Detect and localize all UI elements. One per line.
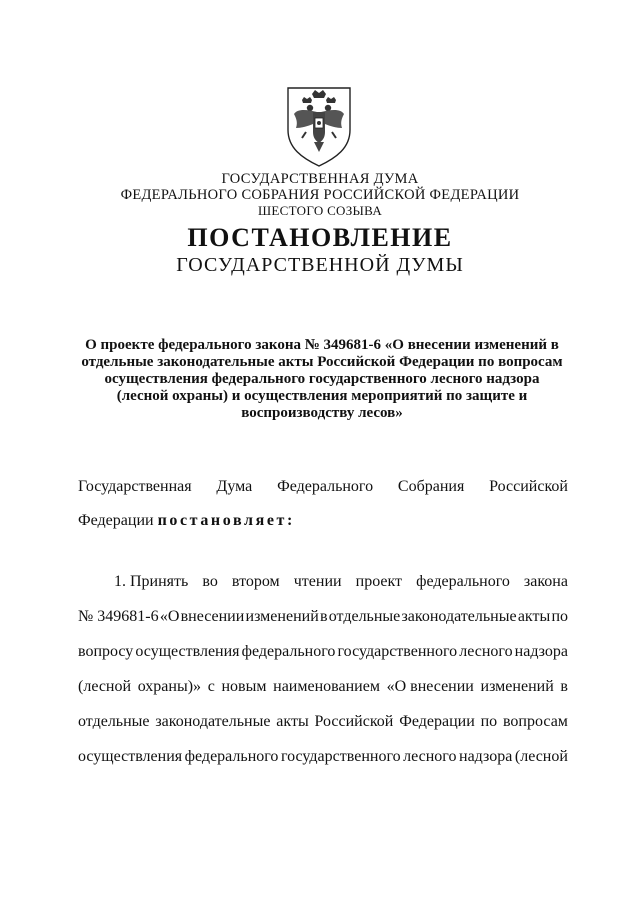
word: государственного bbox=[337, 643, 458, 660]
word: акты bbox=[517, 608, 551, 625]
org-name-line-2: ФЕДЕРАЛЬНОГО СОБРАНИЯ РОССИЙСКОЙ ФЕДЕРАЦИИ bbox=[120, 187, 520, 203]
word: лесного bbox=[403, 748, 457, 765]
clause-1-line-1 bbox=[114, 573, 568, 591]
word: отдельные bbox=[328, 608, 401, 625]
word: Российской bbox=[489, 478, 568, 495]
word: (лесной bbox=[514, 748, 568, 765]
subject-line: О проекте федерального закона № 349681-6 «О внесении изменений в bbox=[85, 337, 559, 353]
preamble-line-2 bbox=[78, 512, 295, 530]
word: по bbox=[480, 713, 498, 730]
word: № 349681-6 bbox=[78, 608, 159, 625]
word: новым bbox=[221, 678, 267, 695]
word: Российской bbox=[314, 713, 394, 730]
word: законодательные bbox=[155, 713, 271, 730]
document-type-title: ПОСТАНОВЛЕНИЕ bbox=[187, 223, 453, 252]
clause-1-line-5 bbox=[78, 713, 568, 731]
word: государственного bbox=[280, 748, 401, 765]
subject-line: воспроизводству лесов» bbox=[241, 405, 403, 421]
word: изменений bbox=[245, 608, 319, 625]
clause-1-line-2 bbox=[78, 608, 568, 626]
word: охраны)» bbox=[137, 678, 202, 695]
word: вопросу bbox=[78, 643, 134, 660]
word: «О bbox=[159, 608, 180, 625]
word: Собрания bbox=[397, 478, 465, 495]
word: федерального bbox=[241, 643, 336, 660]
word: втором bbox=[231, 573, 280, 590]
word: (лесной bbox=[78, 678, 132, 695]
clause-1-line-4 bbox=[78, 678, 568, 696]
word: чтении bbox=[293, 573, 342, 590]
word: в bbox=[560, 678, 568, 695]
word: Федерации bbox=[399, 713, 475, 730]
word: по bbox=[551, 608, 568, 625]
word: изменений bbox=[480, 678, 554, 695]
word: Федерального bbox=[277, 478, 374, 495]
word: осуществления bbox=[135, 643, 240, 660]
word: 1. Принять bbox=[114, 573, 189, 590]
word: «О внесении bbox=[386, 678, 474, 695]
russian-coat-of-arms-emblem-icon bbox=[282, 84, 356, 168]
preamble-line-1 bbox=[78, 478, 568, 496]
decision-verb: постановляет: bbox=[157, 512, 295, 529]
subject-line: осуществления федерального государственного лесного надзора bbox=[104, 371, 540, 387]
word: наименованием bbox=[273, 678, 380, 695]
document-issuer: ГОСУДАРСТВЕННОЙ ДУМЫ bbox=[176, 254, 464, 276]
word: во bbox=[202, 573, 218, 590]
word: внесении bbox=[180, 608, 245, 625]
word: надзора bbox=[514, 643, 568, 660]
word: осуществления bbox=[78, 748, 183, 765]
subject-line: отдельные законодательные акты Российской Федерации по вопросам bbox=[81, 354, 563, 370]
document-subject bbox=[72, 337, 572, 422]
word: закона bbox=[523, 573, 568, 590]
word: законодательные bbox=[401, 608, 517, 625]
word: лесного bbox=[459, 643, 513, 660]
convocation-line: ШЕСТОГО СОЗЫВА bbox=[257, 203, 383, 218]
word: отдельные bbox=[78, 713, 150, 730]
word: акты bbox=[276, 713, 309, 730]
word: с bbox=[207, 678, 215, 695]
org-name-line-1: ГОСУДАРСТВЕННАЯ ДУМА bbox=[221, 171, 419, 187]
clause-1-line-3 bbox=[78, 643, 568, 661]
subject-line: (лесной охраны) и осуществления мероприятий по защите и bbox=[116, 388, 528, 404]
word: в bbox=[319, 608, 328, 625]
word: проект bbox=[355, 573, 403, 590]
preamble-subject: Федерации bbox=[78, 512, 158, 529]
word: Государственная bbox=[78, 478, 192, 495]
word: Дума bbox=[216, 478, 253, 495]
word: надзора bbox=[459, 748, 513, 765]
word: федерального bbox=[416, 573, 510, 590]
clause-1-line-6 bbox=[78, 748, 568, 766]
word: вопросам bbox=[502, 713, 568, 730]
word: федерального bbox=[184, 748, 279, 765]
